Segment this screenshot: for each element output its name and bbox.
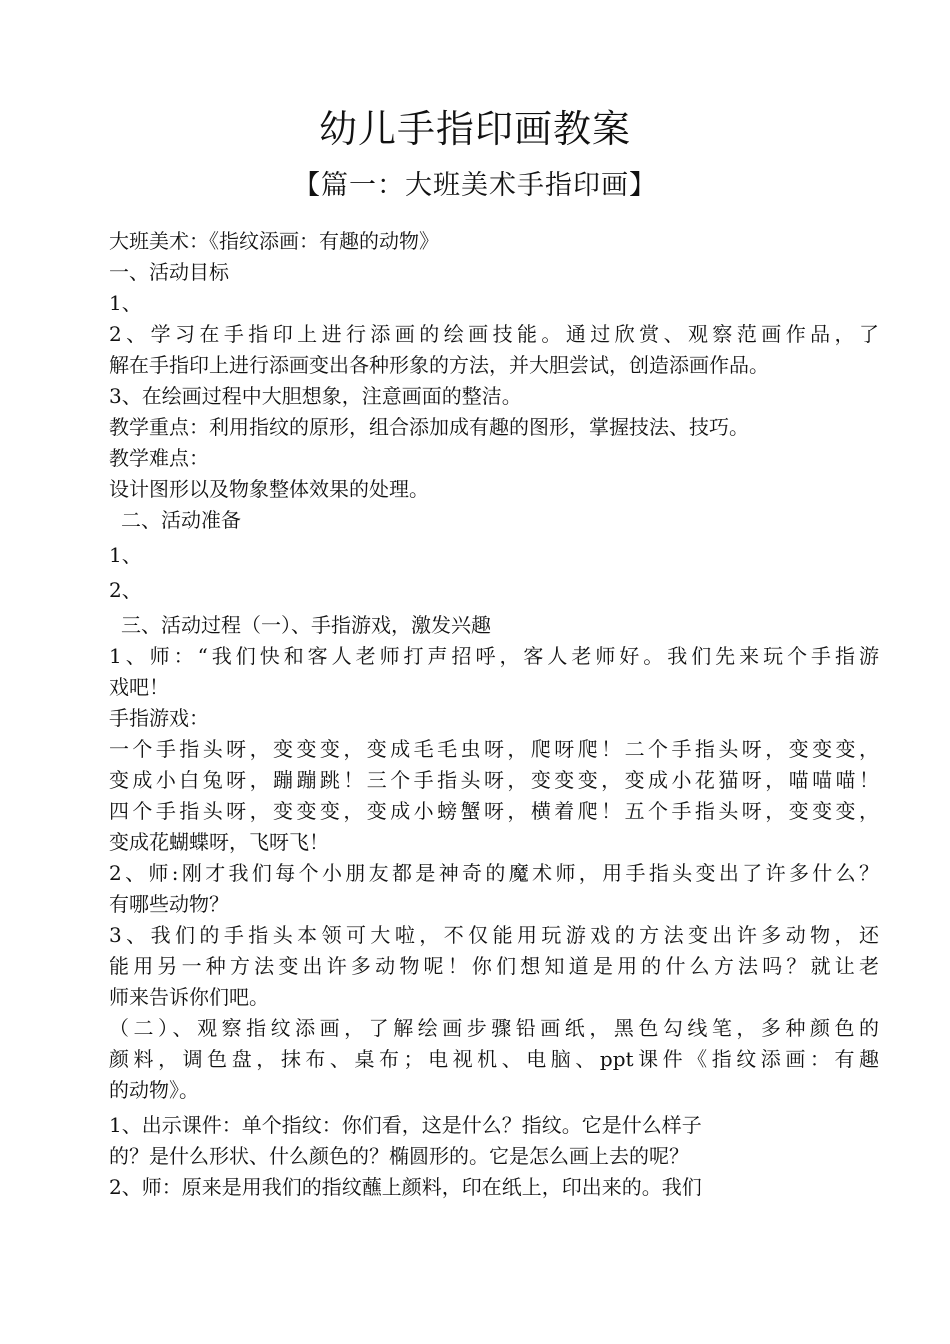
text-line: 教学重点：利用指纹的原形，组合添加成有趣的图形，掌握技法、技巧。 <box>109 415 749 439</box>
text-line: 戏吧！ <box>109 675 169 699</box>
text-line: 2、师：原来是用我们的指纹蘸上颜料，印在纸上，印出来的。我们 <box>109 1175 702 1199</box>
text-line: 的？是什么形状、什么颜色的？椭圆形的。它是怎么画上去的呢？ <box>109 1144 689 1168</box>
document-subtitle: 【篇一：大班美术手指印画】 <box>293 170 657 201</box>
text-line: 变成花蝴蝶呀，飞呀飞！ <box>109 830 329 854</box>
text-line: 手指游戏： <box>109 706 209 730</box>
text-line: （二）、观察指纹添画，了解绘画步骤铅画纸，黑色勾线笔，多种颜色的 <box>109 1016 879 1040</box>
text-line: 一个手指头呀，变变变，变成毛毛虫呀，爬呀爬！二个手指头呀，变变变， <box>109 737 879 761</box>
text-line: 的动物》。 <box>109 1078 199 1102</box>
text-line: 四个手指头呀，变变变，变成小螃蟹呀，横着爬！五个手指头呀，变变变， <box>109 799 879 823</box>
section-heading: 三、活动过程（一）、手指游戏，激发兴趣 <box>121 613 491 637</box>
text-line: 教学难点： <box>109 446 209 470</box>
section-heading: 二、活动准备 <box>121 508 241 532</box>
text-line: 3、在绘画过程中大胆想象，注意画面的整洁。 <box>109 384 522 408</box>
text-line: 1、出示课件：单个指纹：你们看，这是什么？指纹。它是什么样子 <box>109 1113 702 1137</box>
text-line: 颜料，调色盘，抹布、桌布；电视机、电脑、ppt课件《指纹添画：有趣 <box>109 1047 879 1071</box>
text-line: 变成小白兔呀，蹦蹦跳！三个手指头呀，变变变，变成小花猫呀，喵喵喵！ <box>109 768 879 792</box>
text-line: 2、 <box>109 578 142 602</box>
text-line: 解在手指印上进行添画变出各种形象的方法，并大胆尝试，创造添画作品。 <box>109 353 769 377</box>
text-line: 2、师:刚才我们每个小朋友都是神奇的魔术师，用手指头变出了许多什么？ <box>109 861 879 885</box>
text-line: 设计图形以及物象整体效果的处理。 <box>109 477 429 501</box>
document-title: 幼儿手指印画教案 <box>318 107 631 151</box>
text-line: 2、学习在手指印上进行添画的绘画技能。通过欣赏、观察范画作品，了 <box>109 322 879 346</box>
text-line: 师来告诉你们吧。 <box>109 985 269 1009</box>
text-line: 有哪些动物？ <box>109 892 229 916</box>
text-line: 1、 <box>109 543 142 567</box>
section-heading: 一、活动目标 <box>109 260 229 284</box>
text-line: 1、 <box>109 291 142 315</box>
text-line: 3、我们的手指头本领可大啦，不仅能用玩游戏的方法变出许多动物，还 <box>109 923 879 947</box>
document-body <box>109 226 879 1203</box>
text-line: 能用另一种方法变出许多动物呢！你们想知道是用的什么方法吗？就让老 <box>109 954 879 978</box>
text-line: 1、师：“我们快和客人老师打声招呼，客人老师好。我们先来玩个手指游 <box>109 644 879 668</box>
text-line: 大班美术：《指纹添画：有趣的动物》 <box>109 229 439 253</box>
